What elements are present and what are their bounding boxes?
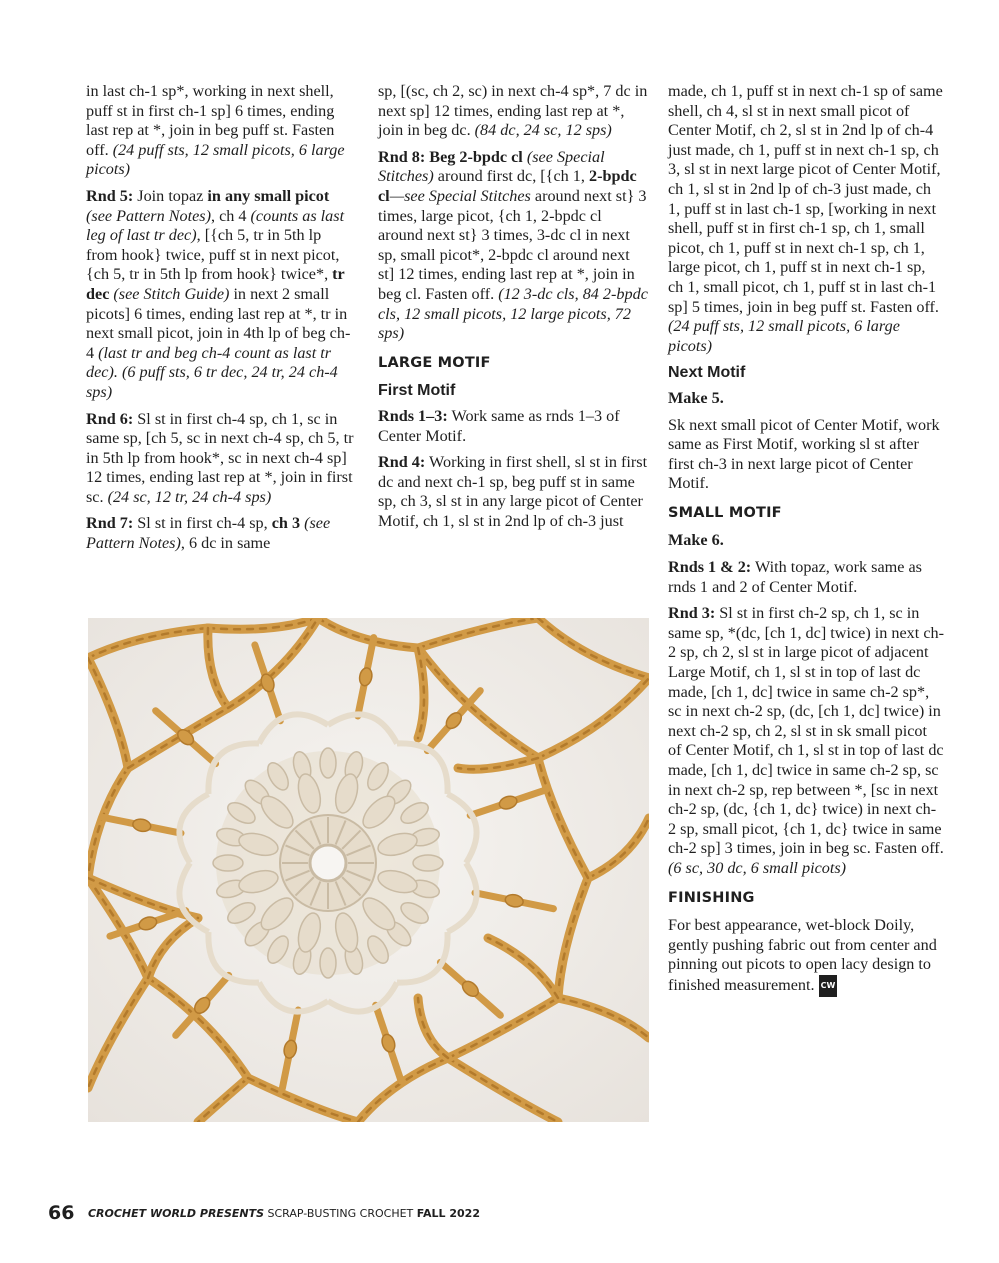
paragraph-rnd5: Rnd 5: Join topaz in any small picot (see Pattern Notes), ch 4 (counts as last leg of last tr dec), [{ch 5, tr in 5th lp from hook} twice, puff st in next picot, {ch 5, tr in 5th lp from hook} twice*, tr dec (see Stitch Guide) in next 2 small picots] 6 times, ending last rep at *, tr in next small picot, join in 4th lp of beg ch-4 (last tr and beg ch-4 count as last tr dec). (6 puff sts, 6 tr dec, 24 tr, 24 ch-4 sps)	[86, 186, 351, 401]
paragraph-rnd4-end: in last ch-1 sp*, working in next shell, puff st in first ch-1 sp] 6 times, ending last rep at *, join in beg puff st. Fasten off. (24 puff sts, 12 small picots, 6 large picots)	[86, 82, 345, 179]
make-5: Make 5.	[668, 388, 724, 407]
cream-cluster	[320, 948, 336, 978]
text-column-3	[668, 82, 944, 1004]
paragraph-small-rnds-1-2: Rnds 1 & 2: With topaz, work same as rnds 1 and 2 of Center Motif.	[668, 558, 922, 596]
paragraph-next-motif: Sk next small picot of Center Motif, work same as First Motif, working sl st after first ch-3 in next large picot of Center Motif.	[668, 415, 940, 493]
heading-large-motif: LARGE MOTIF	[378, 354, 491, 371]
make-6: Make 6.	[668, 531, 724, 550]
paragraph-rnds-1-3: Rnds 1–3: Work same as rnds 1–3 of Center Motif.	[378, 406, 620, 445]
cw-end-badge: CW	[819, 975, 838, 997]
paragraph-rnd6: Rnd 6: Sl st in first ch-4 sp, ch 1, sc in same sp, [ch 5, sc in next ch-4 sp, ch 5, tr in 5th lp from hook*, sc in next ch-4 sp] 12 times, ending last rep at *, join in first sc. (24 sc, 12 tr, 24 ch-4 sps)	[86, 409, 354, 506]
doily-photo	[88, 618, 649, 1122]
issue-season: FALL 2022	[416, 1207, 480, 1220]
paragraph-large-rnd4: Rnd 4: Working in first shell, sl st in first dc and next ch-1 sp, beg puff st in same sp, ch 3, sl st in any large picot of Center Motif, ch 1, sl st in 2nd lp of ch-3 just	[378, 453, 648, 530]
paragraph-rnd7: Rnd 7: Sl st in first ch-4 sp, ch 3 (see Pattern Notes), 6 dc in same	[86, 514, 331, 553]
heading-small-motif: SMALL MOTIF	[668, 504, 782, 521]
cream-cluster	[213, 855, 243, 871]
page-number: 66	[48, 1202, 75, 1224]
page-footer	[48, 1202, 480, 1224]
subheading-first-motif: First Motif	[378, 382, 456, 400]
text-column-1	[86, 82, 356, 561]
heading-finishing: FINISHING	[668, 889, 755, 906]
cream-cluster	[413, 855, 443, 871]
paragraph-rnd8: Rnd 8: Beg 2-bpdc cl (see Special Stitches) around first dc, [{ch 1, 2-bpdc cl—see Special Stitches around next st} 3 times, large picot, {ch 1, 2-bpdc cl around next st} 3 times, 3-dc cl in next sp, small picot*, 2-bpdc cl around next st] 12 times, ending last rep at *, join in beg cl. Fasten off. (12 3-dc cls, 84 2-bpdc cls, 12 small picots, 12 large picots, 72 sps)	[378, 147, 648, 343]
center-hole	[310, 845, 346, 881]
text-column-2	[378, 82, 648, 538]
issue-title: SCRAP-BUSTING CROCHET	[267, 1207, 414, 1220]
doily-illustration	[88, 618, 649, 1122]
paragraph-rnd7-end: sp, [(sc, ch 2, sc) in next ch-4 sp*, 7 dc in next sp] 12 times, ending last rep at *, join in beg dc. (84 dc, 24 sc, 12 sps)	[378, 82, 648, 140]
cream-cluster	[320, 748, 336, 778]
subheading-next-motif: Next Motif	[668, 364, 746, 382]
paragraph-small-rnd3: Rnd 3: Sl st in first ch-2 sp, ch 1, sc in same sp, *(dc, [ch 1, dc] twice) in next ch-2 sp, ch 2, sl st in large picot of adjacent Large Motif, ch 1, sl st in top of last dc made, [ch 1, dc] twice in same ch-2 sp*, sc in next ch-2 sp, (dc, [ch 1, dc] twice) in next ch-2 sp, ch 2, sl st in sk small picot of Center Motif, ch 1, sl st in top of last dc made, [ch 1, dc] twice in same ch-2 sp, sc in next ch-2 sp, rep between *, [sc in next ch-2 sp, (dc, {ch 1, dc} twice) in next ch-2 sp, small picot, {ch 1, dc} twice in same ch-2 sp] 3 times, join in beg sc. Fasten off. (6 sc, 30 dc, 6 small picots)	[668, 604, 944, 877]
magazine-name: CROCHET WORLD PRESENTS	[87, 1207, 265, 1220]
paragraph-large-rnd4-end: made, ch 1, puff st in next ch-1 sp of same shell, ch 4, sl st in next small picot of Center Motif, ch 2, sl st in 2nd lp of ch-4 just made, ch 1, puff st in next ch-1 sp, ch 3, sl st in next large picot of Center Motif, ch 1, sl st in 2nd lp of ch-3 just made, ch 1, puff st in last ch-1 sp, [working in next shell, puff st in first ch-1 sp, ch 1, small picot, ch 1, puff st in next ch-1 sp, ch 1, large picot, ch 1, puff st in next ch-1 sp, ch 1, small picot, ch 1, puff st in last ch-1 sp] 5 times, join in beg puff st. Fasten off. (24 puff sts, 12 small picots, 6 large picots)	[668, 82, 943, 355]
paragraph-finishing: For best appearance, wet-block Doily, gently pushing fabric out from center and pinning out picots to open lacy design to finished measurement. CW	[668, 916, 944, 996]
